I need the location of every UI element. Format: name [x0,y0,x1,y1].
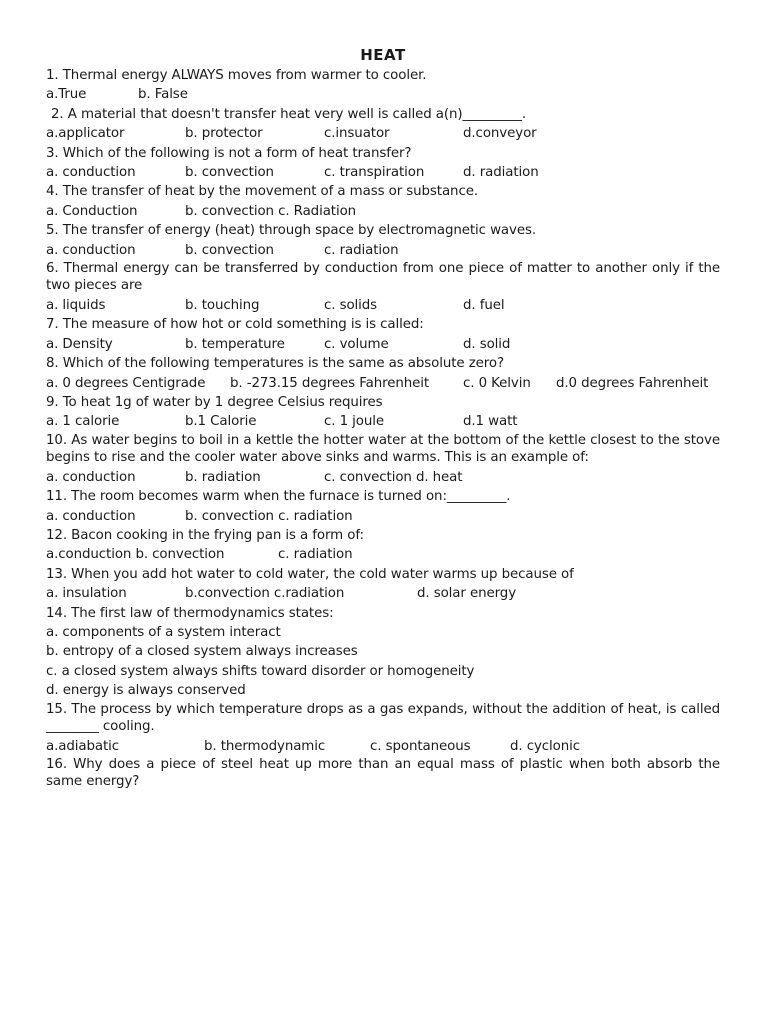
question-12 [46,526,720,565]
option: d. cyclonic [510,738,581,754]
option: b. convection c. Radiation [185,203,357,219]
question-text: 11. The room becomes warm when the furnace is turned on:_________. [46,489,511,505]
option: d. energy is always conserved [46,683,246,699]
option: a.adiabatic [46,738,120,754]
option: a. liquids [46,297,106,313]
options-row [46,412,720,431]
worksheet-page [46,44,720,792]
options-row [46,163,720,182]
question-3 [46,144,720,183]
question-2 [46,105,720,144]
question-1 [46,66,720,105]
question-11 [46,487,720,526]
question-text: 14. The first law of thermodynamics states: [46,605,334,621]
option: a.applicator [46,126,125,142]
options-row [46,545,720,564]
option: a.conduction b. convection [46,547,225,563]
option: b.1 Calorie [185,414,257,430]
option: c. 0 Kelvin [463,375,531,391]
options-row [46,374,720,393]
option: a. 1 calorie [46,414,120,430]
page-title: HEAT [360,46,406,64]
options-row [46,737,720,756]
option: a. Conduction [46,203,138,219]
options-row [46,85,720,104]
option: b. radiation [185,469,261,485]
options-row [46,124,720,143]
option: d.0 degrees Fahrenheit [556,375,709,391]
question-text: 9. To heat 1g of water by 1 degree Celsius requires [46,394,383,410]
option: d.1 watt [463,414,518,430]
options-row [46,584,720,603]
option: b. temperature [185,336,285,352]
option: c. radiation [278,547,353,563]
question-9 [46,393,720,432]
option: b. entropy of a closed system always increases [46,644,358,660]
option: b. convection [185,242,274,258]
option: b. False [138,87,188,103]
question-5 [46,221,720,260]
option: c. convection d. heat [324,469,463,485]
question-8 [46,354,720,393]
question-text: 5. The transfer of energy (heat) through space by electromagnetic waves. [46,223,537,239]
question-10 [46,432,720,487]
option: c. transpiration [324,165,425,180]
option: c. volume [324,336,389,352]
question-7 [46,315,720,354]
option: b. -273.15 degrees Fahrenheit [230,375,430,391]
options-row [46,468,720,487]
option: c. radiation [324,242,399,258]
option: a.True [46,87,87,103]
question-14 [46,604,720,701]
question-text: 4. The transfer of heat by the movement of a mass or substance. [46,184,479,200]
option: d. radiation [463,165,539,180]
options-row [46,296,720,315]
option: b. touching [185,297,260,313]
option: c. 1 joule [324,414,385,430]
option: a. conduction [46,469,136,485]
options-row [46,202,720,221]
option: d.conveyor [463,126,537,142]
option: a. Density [46,336,113,352]
option: a. conduction [46,508,136,524]
question-16 [46,756,720,791]
question-text: 6. Thermal energy can be transferred by conduction from one piece of matter to another only if the two pieces are [46,260,720,294]
question-text: 16. Why does a piece of steel heat up more than an equal mass of plastic when both absorb the same energy? [46,756,720,790]
option: a. conduction [46,242,136,258]
option: b.convection c.radiation [185,586,345,602]
question-15 [46,701,720,756]
option: b. convection [185,165,274,180]
question-text: 8. Which of the following temperatures is the same as absolute zero? [46,356,504,372]
option: b. convection c. radiation [185,508,353,524]
question-text: 15. The process by which temperature drops as a gas expands, without the addition of heat, is called ________ cooling. [46,701,720,735]
question-text: 7. The measure of how hot or cold something is is called: [46,317,424,333]
option: a. components of a system interact [46,624,281,640]
question-text: 2. A material that doesn't transfer heat very well is called a(n)_________. [51,106,527,122]
question-text: 10. As water begins to boil in a kettle the hotter water at the bottom of the kettle closest to the stove begins to rise and the cooler water above sinks and warms. This is an example of: [46,432,720,466]
options-row [46,507,720,526]
option: d. solid [463,336,511,352]
question-text: 13. When you add hot water to cold water, the cold water warms up because of [46,566,574,582]
option: b. protector [185,126,263,142]
option: d. solar energy [417,586,517,602]
options-row [46,335,720,354]
option: c. solids [324,297,378,313]
option: c. spontaneous [370,738,471,754]
question-text: 3. Which of the following is not a form of heat transfer? [46,145,412,161]
option: d. fuel [463,297,505,313]
option: a. 0 degrees Centigrade [46,375,206,391]
question-13 [46,565,720,604]
option: b. thermodynamic [204,738,326,754]
options-row [46,241,720,260]
option: a. conduction [46,165,136,180]
option: c.insuator [324,126,390,142]
question-text: 1. Thermal energy ALWAYS moves from warmer to cooler. [46,68,427,83]
question-text: 12. Bacon cooking in the frying pan is a form of: [46,527,364,543]
question-6 [46,260,720,315]
option: a. insulation [46,586,127,602]
option: c. a closed system always shifts toward disorder or homogeneity [46,663,475,679]
question-4 [46,182,720,221]
